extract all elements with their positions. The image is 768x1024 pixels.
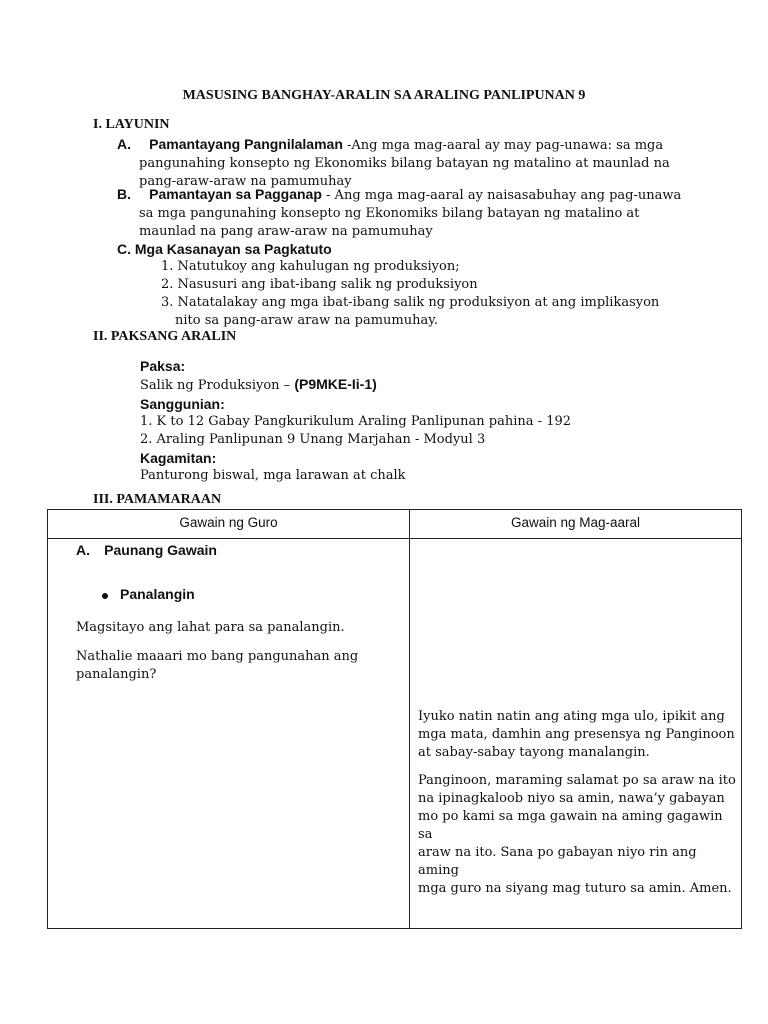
table-column-divider xyxy=(409,510,410,928)
sanggunian-item: 1. K to 12 Gabay Pangkurikulum Araling Panlipunan pahina - 192 xyxy=(140,414,572,429)
competency-item: 1. Natutukoy ang kahulugan ng produksiyon; xyxy=(161,259,460,274)
guro-paragraph-1: Magsitayo ang lahat para sa panalangin. xyxy=(76,620,345,635)
paksa-code: (P9MKE-Ii-1) xyxy=(294,376,377,392)
objective-a-line2: pangunahing konsepto ng Ekonomiks bilang batayan ng matalino at maunlad na xyxy=(139,156,670,171)
section-pamamaraan-heading: III. PAMAMARAAN xyxy=(93,492,222,507)
objective-b xyxy=(117,185,681,241)
objective-b-marker: B. xyxy=(117,186,131,202)
objective-a-marker: A. xyxy=(117,136,131,152)
objective-a-label: Pamantayang Pangnilalaman xyxy=(149,136,343,152)
mag-aaral-paragraph-2 xyxy=(418,772,741,898)
objective-b-line1: - Ang mga mag-aaral ay naisasabuhay ang pag-unawa xyxy=(326,188,682,203)
mag-aaral-line: mga mata, damhin ang presensya ng Panginoon xyxy=(418,727,735,742)
objective-b-line2: sa mga pangunahing konsepto ng Ekonomiks bilang batayan ng matalino at xyxy=(139,206,640,221)
objective-a-line1: -Ang mga mag-aaral ay may pag-unawa: sa mga xyxy=(347,138,664,153)
sanggunian-label: Sanggunian: xyxy=(140,396,225,412)
header-gawain-ng-guro: Gawain ng Guro xyxy=(179,515,278,530)
objective-b-label: Pamantayan sa Pagganap xyxy=(149,186,322,202)
guro-paragraph-2-line: Nathalie maaari mo bang pangunahan ang xyxy=(76,649,359,664)
mag-aaral-line: Iyuko natin natin ang ating mga ulo, ipikit ang xyxy=(418,709,725,724)
guro-part-label: Paunang Gawain xyxy=(104,542,217,558)
competencies xyxy=(117,240,659,330)
objective-b-line3: maunlad na pang araw-araw na pamumuhay xyxy=(139,224,433,239)
procedure-table xyxy=(47,509,742,929)
guro-paragraph-2 xyxy=(76,648,358,684)
subject-matter xyxy=(140,357,571,485)
guro-part-marker: A. xyxy=(76,542,90,558)
objective-a-line3: pang-araw-araw na pamumuhay xyxy=(139,174,352,189)
competency-item: 3. Natatalakay ang mga ibat-ibang salik ng produksiyon at ang implikasyon xyxy=(161,295,660,310)
guro-bullet-panalangin xyxy=(102,585,195,605)
mag-aaral-line: na ipinagkaloob niyo sa amin, nawa’y gabayan xyxy=(418,791,725,806)
header-gawain-ng-mag-aaral: Gawain ng Mag-aaral xyxy=(510,515,641,530)
page-title: MASUSING BANGHAY-ARALIN SA ARALING PANLIPUNAN 9 xyxy=(182,88,586,103)
paksa-label: Paksa: xyxy=(140,358,186,374)
panalangin-label: Panalangin xyxy=(120,586,195,602)
kagamitan-value: Panturong biswal, mga larawan at chalk xyxy=(140,468,406,483)
mag-aaral-line: mga guro na siyang mag tuturo sa amin. Amen. xyxy=(418,881,732,896)
bullet-icon xyxy=(102,593,108,599)
guro-paragraph-2-line: panalangin? xyxy=(76,667,157,682)
section-paksang-aralin-heading: II. PAKSANG ARALIN xyxy=(93,329,237,344)
objective-a xyxy=(117,135,670,191)
mag-aaral-line: at sabay-sabay tayong manalangin. xyxy=(418,745,650,760)
kagamitan-label: Kagamitan: xyxy=(140,450,217,466)
section-layunin-heading: I. LAYUNIN xyxy=(93,117,170,132)
mag-aaral-line: araw na ito. Sana po gabayan niyo rin ang aming xyxy=(418,845,697,878)
competency-item: nito sa pang-araw araw na pamumuhay. xyxy=(175,313,438,328)
competency-item: 2. Nasusuri ang ibat-ibang salik ng produksiyon xyxy=(161,277,478,292)
mag-aaral-paragraph-1 xyxy=(418,708,735,762)
competencies-label: C. Mga Kasanayan sa Pagkatuto xyxy=(117,241,332,257)
mag-aaral-line: Panginoon, maraming salamat po sa araw na ito xyxy=(418,773,736,788)
mag-aaral-line: mo po kami sa mga gawain na aming gagawin sa xyxy=(418,809,723,842)
guro-part-title xyxy=(76,541,217,561)
sanggunian-item: 2. Araling Panlipunan 9 Unang Marjahan - Modyul 3 xyxy=(140,432,486,447)
paksa-value: Salik ng Produksiyon – xyxy=(140,378,295,393)
